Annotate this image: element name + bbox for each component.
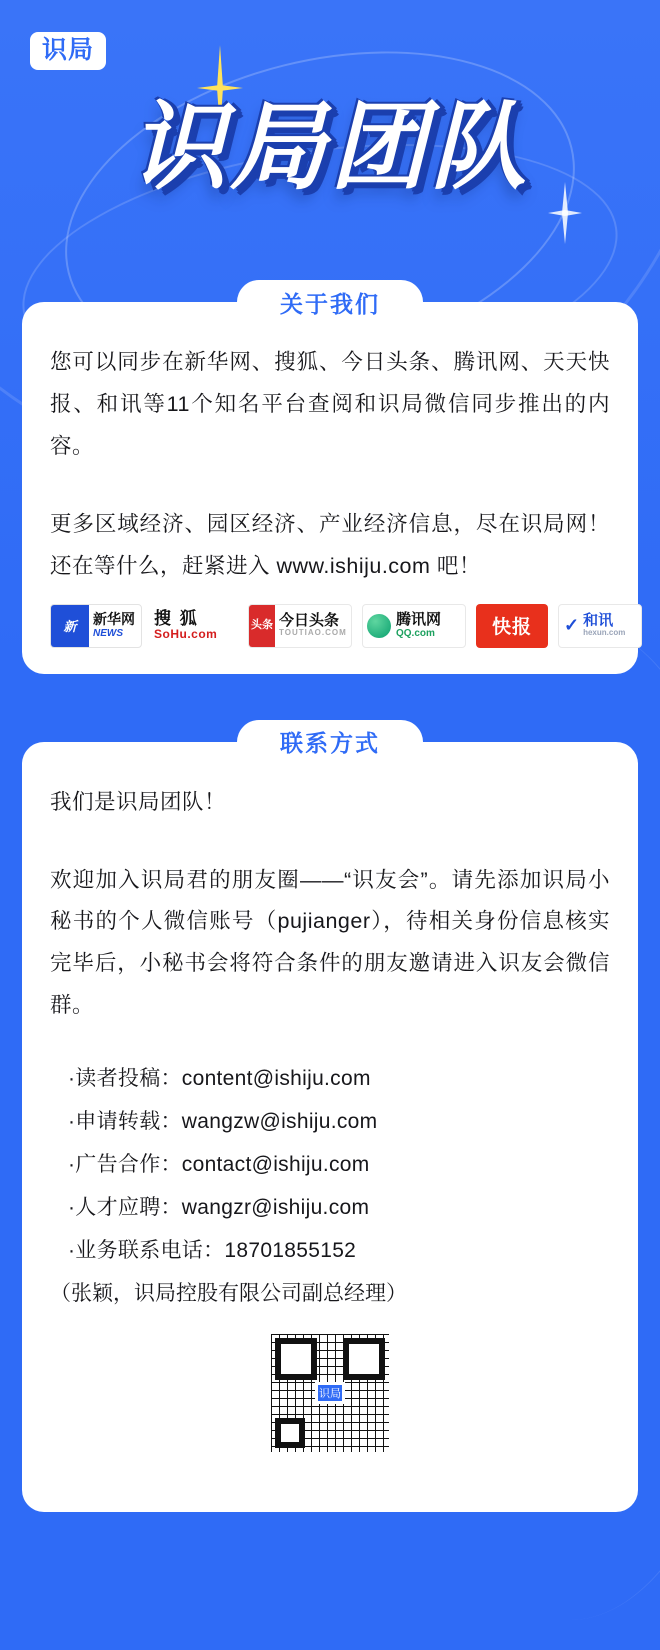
platform-label-en: NEWS [93, 627, 123, 639]
contact-paragraph-1: 我们是识局团队！ [50, 789, 227, 814]
qr-finder-icon [275, 1418, 305, 1448]
platform-label-en: QQ.com [396, 628, 435, 640]
section-header-contact-label: 联系方式 [280, 730, 380, 757]
paragraph-spacer [50, 480, 610, 504]
platform-logo-hexun [558, 604, 642, 648]
platform-label-en: SoHu.com [154, 627, 218, 642]
qr-code[interactable] [271, 1334, 389, 1452]
platform-label-cn: 快报 [491, 617, 532, 639]
section-header-about-label: 关于我们 [280, 290, 380, 317]
section-header-contact [237, 720, 423, 764]
xinhua-mark-icon: 新 [51, 605, 89, 647]
page-title: 识局团队 [130, 94, 530, 201]
platform-label-cn: 搜 狐 [154, 608, 199, 628]
qr-code-image [271, 1334, 389, 1452]
qr-center-label: 识局 [315, 1382, 345, 1404]
platform-label-cn: 和讯 [583, 611, 614, 629]
tencent-penguin-icon [367, 614, 391, 638]
platform-logo-sohu [152, 604, 238, 648]
brand-logo-text: 识局 [42, 36, 95, 64]
contact-note: （张颖，识局控股有限公司副总经理） [50, 1282, 407, 1306]
about-card [22, 302, 638, 674]
card-bottom-spacer [50, 1452, 610, 1486]
platform-label-en: TOUTIAO.COM [279, 628, 347, 638]
platform-logo-toutiao [248, 604, 352, 648]
platform-logo-xinhua [50, 604, 142, 648]
about-paragraph-1: 您可以同步在新华网、搜狐、今日头条、腾讯网、天天快报、和讯等11个知名平台查阅和识局微信同步推出的内容。 [50, 350, 610, 458]
platform-label-cn: 腾讯网 [396, 610, 442, 628]
contact-card [22, 742, 638, 1512]
platform-logo-kuaibao [476, 604, 548, 648]
platform-label-en: hexun.com [583, 628, 626, 638]
contact-list [50, 1057, 610, 1315]
platform-label-cn: 新华网 [93, 611, 135, 628]
hexun-mark-icon: ✓ [564, 615, 580, 636]
list-item: ·广告合作：contact@ishiju.com [68, 1153, 370, 1177]
about-paragraph-2: 更多区域经济、园区经济、产业经济信息，尽在识局网！还在等什么，赶紧进入 www.ishiju.com 吧！ [50, 511, 610, 578]
paragraph-spacer [50, 836, 610, 860]
list-item: ·申请转载：wangzw@ishiju.com [68, 1110, 378, 1134]
list-item: ·业务联系电话：18701855152 [68, 1239, 357, 1263]
list-item: ·读者投稿：content@ishiju.com [68, 1067, 371, 1091]
contact-paragraph-2: 欢迎加入识局君的朋友圈——“识友会”。请先添加识局小秘书的个人微信账号（pujianger），待相关身份信息核实完毕后，小秘书会将符合条件的朋友邀请进入识友会微信群。 [50, 867, 610, 1018]
toutiao-tag-icon: 头条 [249, 605, 275, 647]
platform-label-cn: 今日头条 [279, 611, 340, 629]
platform-logo-tencent [362, 604, 466, 648]
section-header-about [237, 280, 423, 324]
list-item: ·人才应聘：wangzr@ishiju.com [68, 1196, 370, 1220]
platform-logo-strip [50, 604, 626, 648]
